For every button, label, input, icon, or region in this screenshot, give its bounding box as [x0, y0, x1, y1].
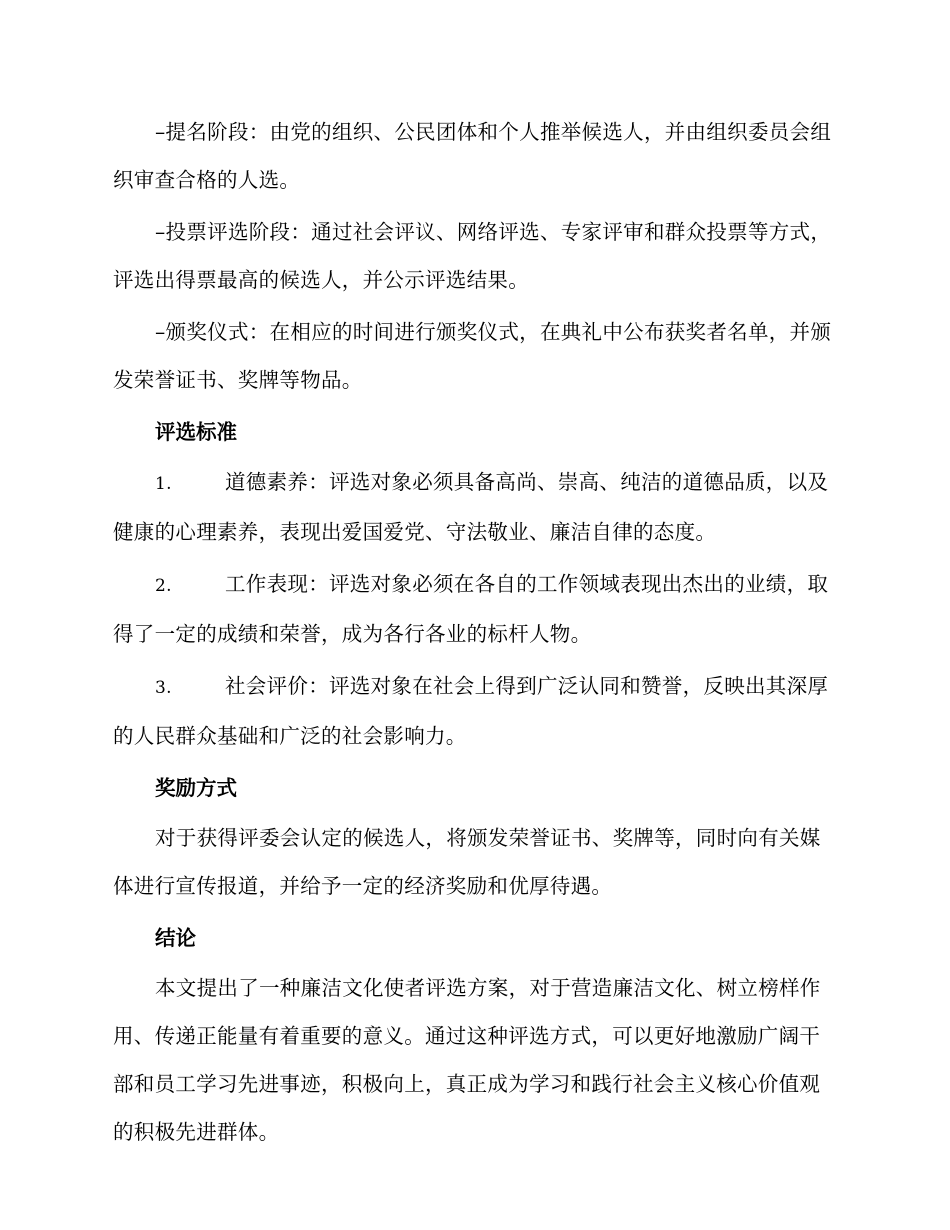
- voting-paragraph: –投票评选阶段：通过社会评议、网络评选、专家评审和群众投票等方式，评选出得票最高的候选人，并公示评选结果。: [113, 220, 832, 292]
- criteria-item-1: [113, 458, 833, 556]
- ceremony-paragraph: –颁奖仪式：在相应的时间进行颁奖仪式，在典礼中公布获奖者名单，并颁发荣誉证书、奖牌等物品。: [113, 320, 832, 392]
- conclusion-paragraph: 本文提出了一种廉洁文化使者评选方案，对于营造廉洁文化、树立榜样作用、传递正能量有着重要的意义。通过这种评选方式，可以更好地激励广阔干部和员工学习先进事迹，积极向上，真正成为学习和践行社会主义核心价值观的积极先进群体。: [113, 976, 821, 1144]
- criteria-item-number: 2.: [155, 576, 172, 596]
- criteria-item-3: [113, 662, 833, 760]
- criteria-item-text: 工作表现：评选对象必须在各自的工作领域表现出杰出的业绩，: [225, 572, 808, 596]
- criteria-item-text-cont: 取得了一定的成绩和荣誉，成为各行各业的标杆人物。: [113, 572, 829, 646]
- reward-heading: 奖励方式: [155, 776, 237, 800]
- criteria-item-2: [113, 560, 833, 658]
- document-body: [113, 108, 833, 1156]
- criteria-item-number: 3.: [155, 678, 172, 698]
- criteria-item-number: 1.: [155, 474, 172, 494]
- criteria-item-text: 道德素养：评选对象必须具备高尚、崇高、纯洁的道德品质，以: [225, 470, 808, 494]
- reward-paragraph: 对于获得评委会认定的候选人，将颁发荣誉证书、奖牌等，同时向有关媒体进行宣传报道，并给予一定的经济奖励和优厚待遇。: [113, 826, 821, 898]
- criteria-item-text-cont: 及健康的心理素养，表现出爱国爱党、守法敬业、廉洁自律的态度。: [113, 470, 829, 544]
- conclusion-heading: 结论: [155, 926, 196, 950]
- criteria-heading: 评选标准: [155, 420, 237, 444]
- criteria-item-text-cont: 厚的人民群众基础和广泛的社会影响力。: [113, 674, 829, 748]
- criteria-item-text: 社会评价：评选对象在社会上得到广泛认同和赞誉，反映出其深: [225, 674, 808, 698]
- nomination-paragraph: –提名阶段：由党的组织、公民团体和个人推举候选人，并由组织委员会组织审查合格的人选。: [113, 120, 832, 192]
